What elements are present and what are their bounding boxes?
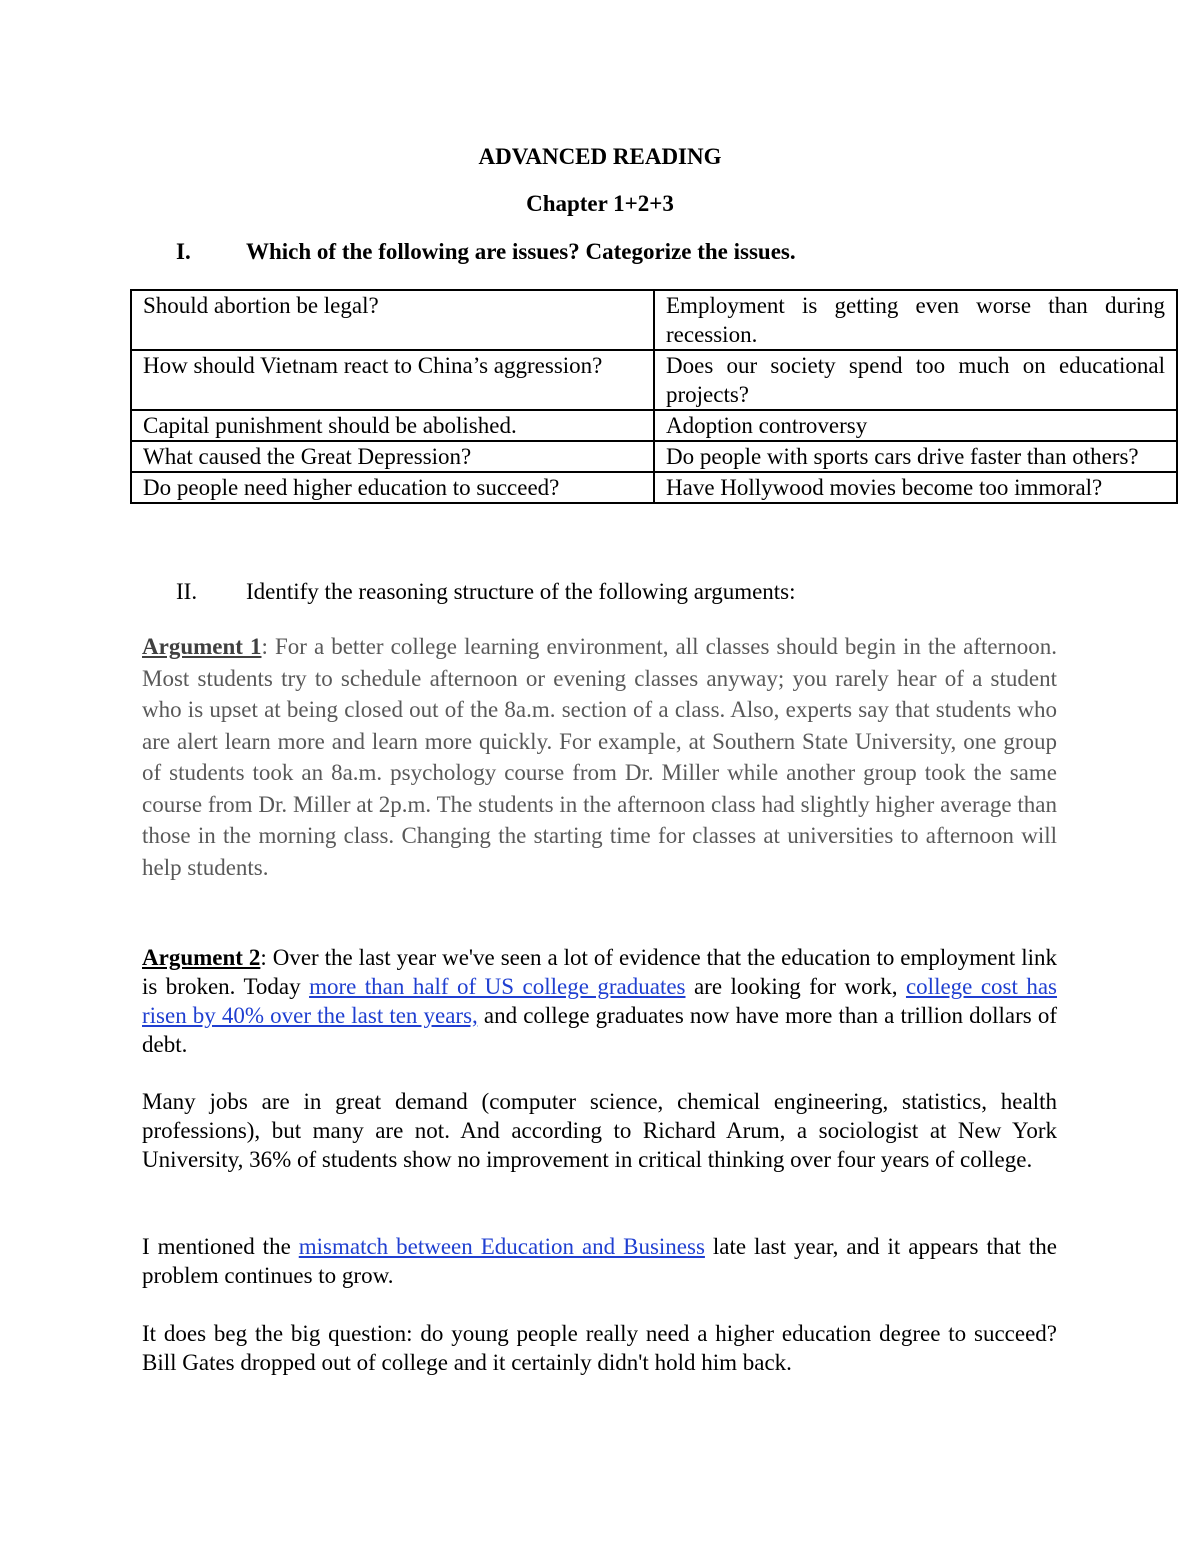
argument-2-text-c: and college graduates now have more than a trillion dollars of debt. [142, 1003, 1057, 1057]
section-2-heading [176, 579, 796, 605]
table-cell: Do people with sports cars drive faster than others? [654, 441, 1177, 472]
section-1-number: I. [176, 239, 191, 264]
table-row [131, 472, 1177, 503]
argument-2-label: Argument 2 [142, 945, 261, 970]
college-graduates-link[interactable]: more than half of US college graduates [309, 974, 686, 999]
table-cell: Adoption controversy [654, 410, 1177, 441]
table-cell: Have Hollywood movies become too immoral? [654, 472, 1177, 503]
table-row [131, 441, 1177, 472]
table-cell: Does our society spend too much on educational projects? [654, 350, 1177, 410]
table-cell: What caused the Great Depression? [131, 441, 654, 472]
table-cell: Should abortion be legal? [131, 290, 654, 350]
table-cell: How should Vietnam react to China’s aggression? [131, 350, 654, 410]
argument-1-text: For a better college learning environment, all classes should begin in the afternoon. Most students try to schedule afternoon or evening classes anyway; you rarely hear of a student who is upset at being closed out of the 8a.m. section of a class. Also, experts say that students who are alert learn more and learn more quickly. For example, at Southern State University, one group of students took an 8a.m. psychology course from Dr. Miller while another group took the same course from Dr. Miller at 2p.m. The students in the afternoon class had slightly higher average than those in the morning class. Changing the starting time for classes at universities to afternoon will help students. [142, 634, 1058, 880]
section-2-text: Identify the reasoning structure of the following arguments: [246, 579, 796, 604]
college-cost-link[interactable]: college cost has risen by 40% over the last ten years, [142, 974, 1057, 1028]
argument-2-paragraph-2: Many jobs are in great demand (computer science, chemical engineering, statistics, health professions), but many are not. And according to Richard Arum, a sociologist at New York University, 36% of students show no improvement in critical thinking over four years of college. [142, 1089, 1057, 1172]
argument-2-text-a: Over the last year we've seen a lot of evidence that the education to employment link is broken. Today [142, 945, 1057, 999]
argument-1-colon: : [261, 634, 275, 659]
section-2-number: II. [176, 579, 198, 604]
chapter-subtitle: Chapter 1+2+3 [526, 191, 674, 216]
argument-2-text-b: are looking for work, [685, 974, 906, 999]
argument-1-paragraph [142, 631, 1057, 883]
table-row [131, 350, 1177, 410]
table-cell: Employment is getting even worse than during recession. [654, 290, 1177, 350]
argument-2-paragraph-1 [142, 943, 1057, 1059]
argument-2-paragraph-3 [142, 1232, 1057, 1290]
argument-1-label: Argument 1 [142, 634, 262, 659]
table-row [131, 290, 1177, 350]
argument-2-paragraph-4: It does beg the big question: do young people really need a higher education degree to succeed? Bill Gates dropped out of college and it certainly didn't hold him back. [142, 1321, 1057, 1375]
table-cell: Do people need higher education to succeed? [131, 472, 654, 503]
document-title: ADVANCED READING [478, 144, 722, 169]
mismatch-link[interactable]: mismatch between Education and Business [298, 1234, 705, 1259]
argument-2-colon: : [260, 945, 273, 970]
issues-table-body [131, 290, 1177, 503]
argument-2-p3-text-b: late last year, and it appears that the problem continues to grow. [142, 1234, 1057, 1288]
section-1-heading [176, 239, 796, 265]
section-1-text: Which of the following are issues? Categorize the issues. [246, 239, 796, 264]
table-cell: Capital punishment should be abolished. [131, 410, 654, 441]
issues-table [130, 289, 1178, 504]
table-row [131, 410, 1177, 441]
argument-2-p3-text-a: I mentioned the [142, 1234, 299, 1259]
